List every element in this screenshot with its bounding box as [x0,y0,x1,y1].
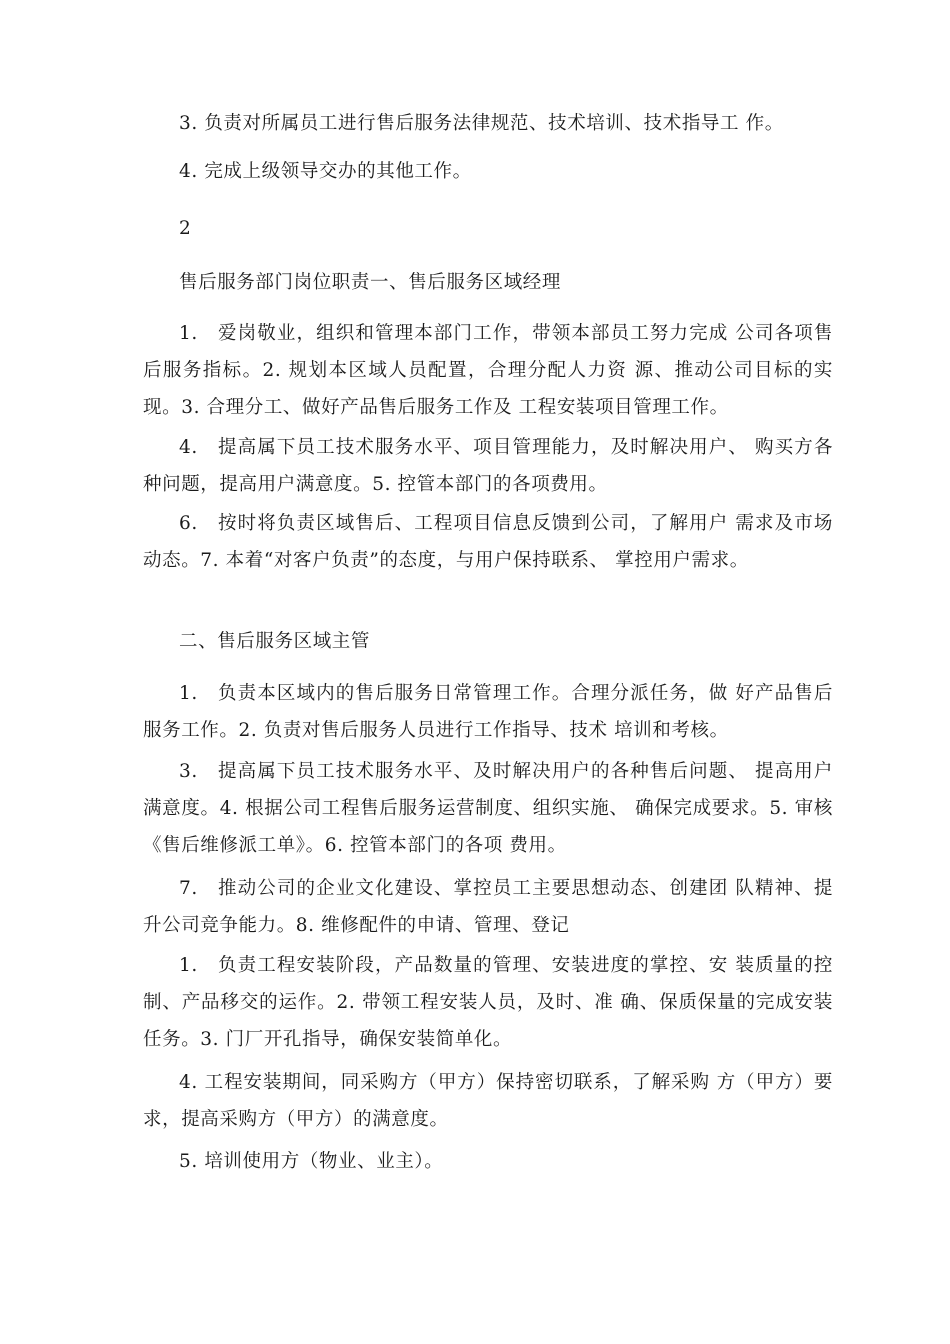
paragraph-duty-3: 3. 负责对所属员工进行售后服务法律规范、技术培训、技术指导工 作。 [179,113,784,134]
paragraph-supervisor-7: 7. 推动公司的企业文化建设、掌控员工主要思想动态、创建团 队精神、提升公司竞争能力。8. 维修配件的申请、管理、登记 [143,878,833,936]
paragraph-install-4: 4. 工程安装期间，同采购方（甲方）保持密切联系，了解采购 方（甲方）要求，提高采购方（甲方）的满意度。 [143,1072,833,1130]
paragraph-manager-4: 4. 提高属下员工技术服务水平、项目管理能力，及时解决用户、 购买方各种问题，提高用户满意度。5. 控管本部门的各项费用。 [143,437,833,495]
paragraph-supervisor-3: 3. 提高属下员工技术服务水平、及时解决用户的各种售后问题、 提高用户满意度。4. 根据公司工程售后服务运营制度、组织实施、 确保完成要求。5. 审核《售后维修派工单》。6. 控管本部门的各项 费用。 [143,761,833,856]
paragraph-duty-4: 4. 完成上级领导交办的其他工作。 [179,161,472,182]
paragraph-install-5: 5. 培训使用方（物业、业主）。 [179,1151,444,1172]
page-number: 2 [179,218,192,239]
paragraph-supervisor-1: 1. 负责本区域内的售后服务日常管理工作。合理分派任务，做 好产品售后服务工作。2. 负责对售后服务人员进行工作指导、技术 培训和考核。 [143,683,833,741]
subheading-supervisor: 二、售后服务区域主管 [179,631,371,652]
section-heading: 售后服务部门岗位职责一、售后服务区域经理 [179,272,562,293]
paragraph-manager-6: 6. 按时将负责区域售后、工程项目信息反馈到公司，了解用户 需求及市场动态。7. 本着“对客户负责”的态度，与用户保持联系、 掌控用户需求。 [143,513,833,571]
paragraph-manager-1: 1. 爱岗敬业，组织和管理本部门工作，带领本部员工努力完成 公司各项售后服务指标。2. 规划本区域人员配置，合理分配人力资 源、推动公司目标的实现。3. 合理分工、做好产品售后服务工作及 工程安装项目管理工作。 [143,323,833,418]
paragraph-install-1: 1. 负责工程安装阶段，产品数量的管理、安装进度的掌控、安 装质量的控制、产品移交的运作。2. 带领工程安装人员，及时、准 确、保质保量的完成安装任务。3. 门厂开孔指导，确保安装简单化。 [143,955,833,1050]
